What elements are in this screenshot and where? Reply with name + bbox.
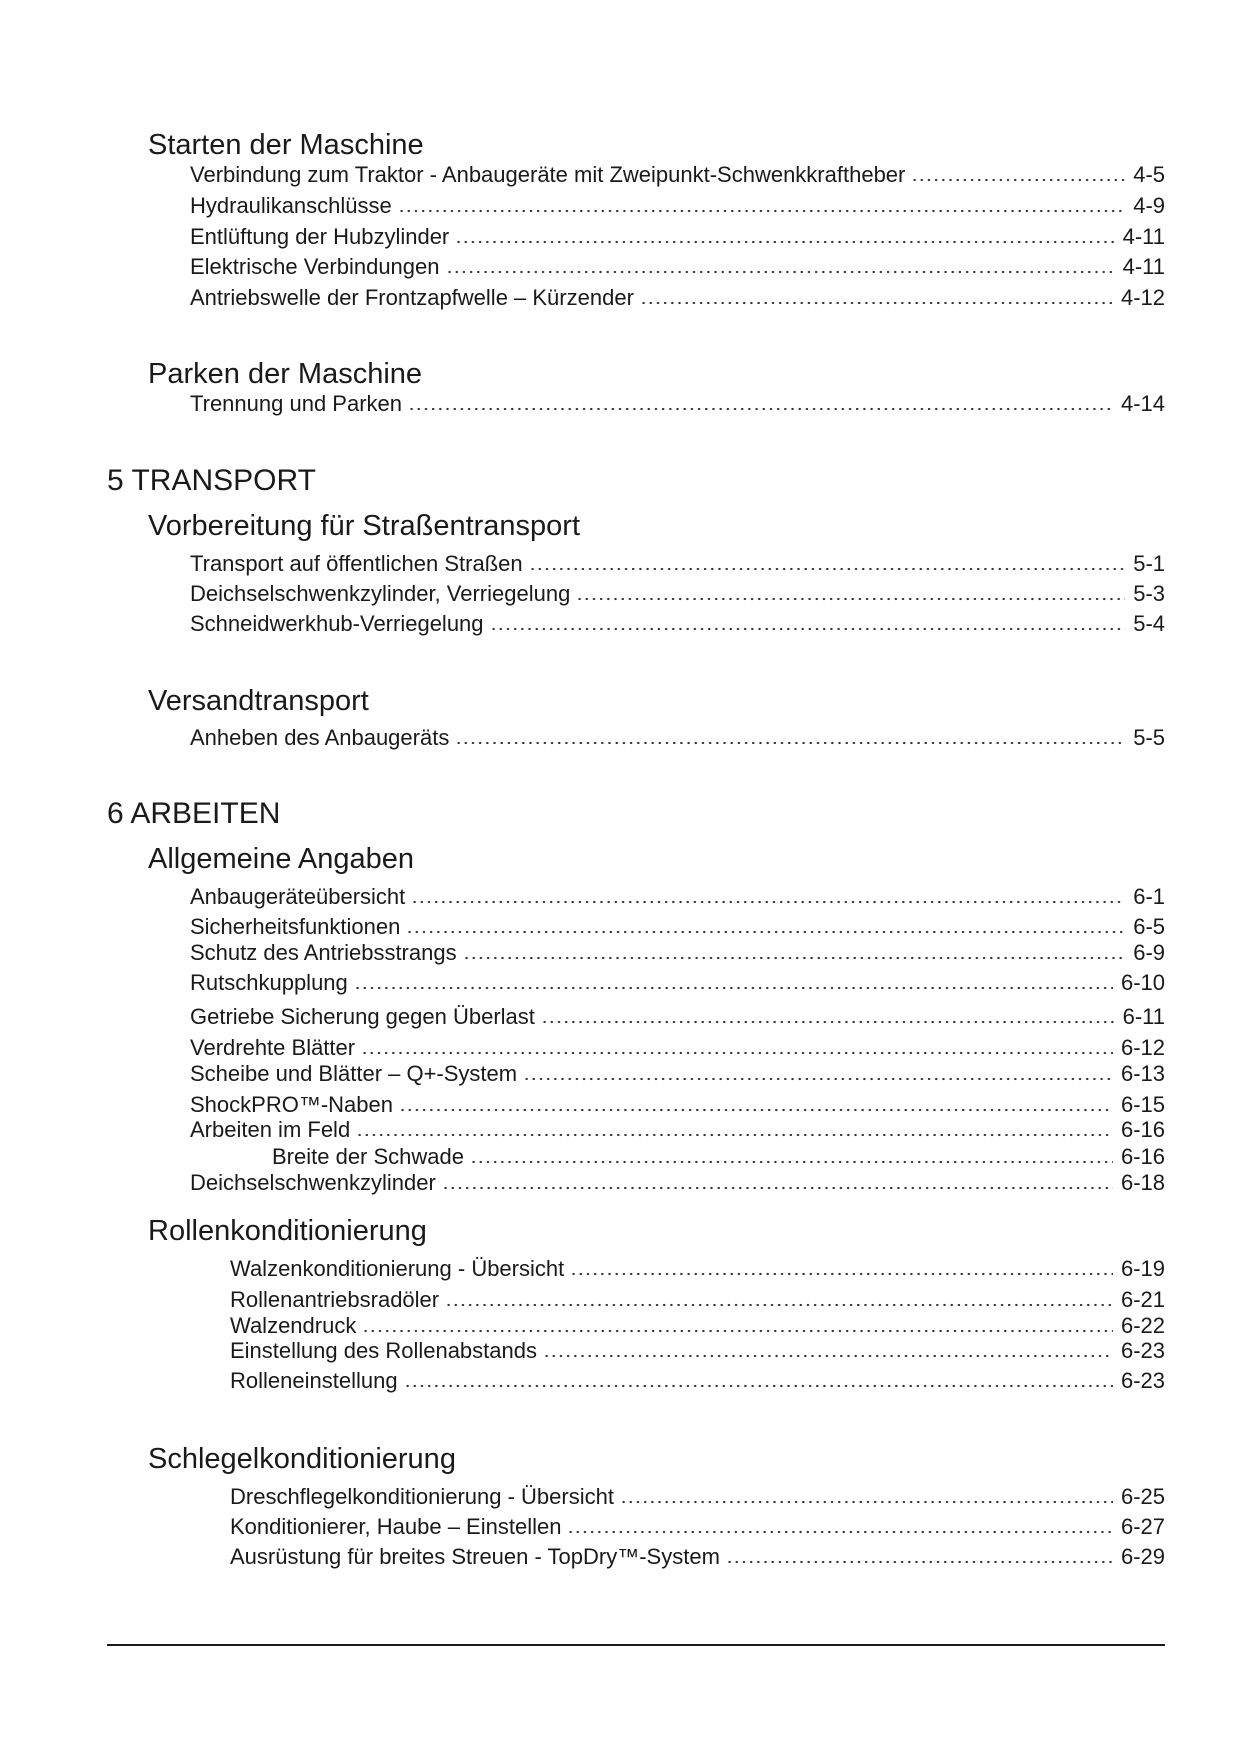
dot-leader [463,955,1126,961]
toc-entry-title: Trennung und Parken [190,391,402,416]
toc-entry[interactable] [190,162,1165,188]
toc-entry-title: ShockPRO™-Naben [190,1092,393,1117]
dot-leader [567,1529,1113,1535]
footer-rule [107,1644,1165,1646]
toc-entry-page: 6-23 [1120,1338,1165,1363]
toc-entry[interactable] [190,914,1165,940]
toc-entry[interactable] [190,224,1165,250]
dot-leader [398,208,1125,214]
toc-entry[interactable] [190,611,1165,637]
toc-entry-page: 4-14 [1120,391,1165,416]
toc-entry-title: Breite der Schwade [272,1144,464,1169]
toc-entry-page: 5-1 [1133,551,1165,576]
toc-entry-page: 6-10 [1120,970,1165,995]
toc-entry[interactable] [190,970,1165,996]
toc-entry-page: 6-5 [1133,914,1165,939]
dot-leader [362,1328,1113,1334]
toc-entry-title: Hydraulikanschlüsse [190,193,392,218]
toc-entry[interactable] [230,1484,1165,1510]
dot-leader [726,1559,1113,1565]
toc-entry-nested[interactable] [272,1144,1165,1170]
section-title-starten: Starten der Maschine [148,129,424,161]
toc-entry-page: 6-29 [1120,1544,1165,1569]
toc-entry-page: 4-5 [1133,162,1165,187]
toc-entry-page: 6-9 [1133,940,1165,965]
toc-entry-title: Walzenkonditionierung - Übersicht [230,1256,565,1281]
toc-entry[interactable] [190,1170,1165,1196]
toc-entry-page: 6-19 [1120,1256,1165,1281]
toc-entry[interactable] [230,1313,1165,1339]
dot-leader [446,269,1115,275]
toc-entry-page: 6-11 [1122,1004,1165,1029]
toc-entry-title: Elektrische Verbindungen [190,254,440,279]
toc-entry[interactable] [190,1092,1165,1118]
toc-entry-title: Deichselschwenkzylinder, Verriegelung [190,581,571,606]
toc-entry[interactable] [190,1004,1165,1030]
dot-leader [404,1383,1113,1389]
toc-entry[interactable] [230,1544,1165,1570]
toc-entry-title: Konditionierer, Haube – Einstellen [230,1514,562,1539]
dot-leader [455,740,1125,746]
toc-entry-page: 6-21 [1120,1287,1165,1312]
dot-leader [455,239,1114,245]
chapter-heading-6: 6 ARBEITEN [107,797,281,830]
section-title-versand: Versandtransport [148,685,369,717]
dot-leader [620,1499,1113,1505]
toc-entry-title: Transport auf öffentlichen Straßen [190,551,523,576]
toc-entry-title: Einstellung des Rollenabstands [230,1338,537,1363]
toc-entry[interactable] [190,193,1165,219]
toc-entry-title: Entlüftung der Hubzylinder [190,224,450,249]
toc-entry-page: 6-23 [1120,1368,1165,1393]
dot-leader [576,596,1125,602]
toc-entry[interactable] [190,551,1165,577]
dot-leader [354,985,1113,991]
section-title-parken: Parken der Maschine [148,358,423,390]
toc-entry-page: 6-15 [1120,1092,1165,1117]
toc-entry[interactable] [190,285,1165,311]
toc-entry-title: Schneidwerkhub-Verriegelung [190,611,484,636]
chapter-heading-5: 5 TRANSPORT [107,464,316,497]
toc-entry[interactable] [230,1514,1165,1540]
toc-entry-page: 6-18 [1120,1170,1165,1195]
toc-entry[interactable] [190,1117,1165,1143]
dot-leader [529,566,1126,572]
toc-entry[interactable] [190,391,1165,417]
toc-entry[interactable] [190,940,1165,966]
toc-entry-title: Dreschflegelkonditionierung - Übersicht [230,1484,614,1509]
toc-entry-title: Schutz des Antriebsstrangs [190,940,457,965]
toc-entry-title: Rutschkupplung [190,970,348,995]
toc-entry-title: Scheibe und Blätter – Q+-System [190,1061,518,1086]
toc-entry-title: Antriebswelle der Frontzapfwelle – Kürzender [190,285,634,310]
dot-leader [470,1159,1113,1165]
toc-entry-title: Arbeiten im Feld [190,1117,351,1142]
toc-entry[interactable] [190,581,1165,607]
dot-leader [541,1019,1115,1025]
toc-entry[interactable] [190,884,1165,910]
toc-entry-page: 6-1 [1133,884,1165,909]
toc-entry-page: 4-11 [1122,224,1165,249]
toc-entry[interactable] [190,725,1165,751]
toc-entry[interactable] [190,1035,1165,1061]
section-title-schlegel: Schlegelkonditionierung [148,1443,456,1475]
dot-leader [911,177,1125,183]
toc-entry-page: 5-4 [1133,611,1165,636]
toc-entry[interactable] [230,1256,1165,1282]
dot-leader [411,899,1125,905]
dot-leader [361,1050,1113,1056]
dot-leader [640,300,1113,306]
toc-entry-page: 6-13 [1120,1061,1165,1086]
toc-entry[interactable] [190,254,1165,280]
toc-entry[interactable] [230,1338,1165,1364]
toc-entry[interactable] [230,1287,1165,1313]
toc-entry-title: Sicherheitsfunktionen [190,914,401,939]
toc-entry-page: 6-16 [1120,1144,1165,1169]
toc-entry-title: Verbindung zum Traktor - Anbaugeräte mit Zweipunkt-Schwenkkraftheber [190,162,906,187]
dot-leader [523,1076,1113,1082]
toc-entry-page: 5-3 [1133,581,1165,606]
dot-leader [408,406,1113,412]
toc-entry-title: Deichselschwenkzylinder [190,1170,436,1195]
toc-entry-title: Ausrüstung für breites Streuen - TopDry™-System [230,1544,720,1569]
dot-leader [490,626,1126,632]
toc-entry-title: Rolleneinstellung [230,1368,398,1393]
dot-leader [570,1271,1113,1277]
dot-leader [399,1107,1113,1113]
toc-entry-title: Walzendruck [230,1313,357,1338]
section-title-rollen: Rollenkonditionierung [148,1215,427,1247]
toc-entry-page: 5-5 [1133,725,1165,750]
dot-leader [442,1185,1113,1191]
toc-entry-page: 6-25 [1120,1484,1165,1509]
toc-entry-title: Rollenantriebsradöler [230,1287,440,1312]
toc-entry-page: 6-12 [1120,1035,1165,1060]
dot-leader [543,1353,1113,1359]
toc-entry-page: 4-9 [1133,193,1165,218]
dot-leader [356,1132,1113,1138]
dot-leader [406,929,1125,935]
section-title-vorbereitung: Vorbereitung für Straßentransport [148,510,581,542]
section-title-allgemein: Allgemeine Angaben [148,843,415,875]
toc-entry[interactable] [230,1368,1165,1394]
toc-entry-title: Anbaugeräteübersicht [190,884,406,909]
toc-entry-page: 4-11 [1122,254,1165,279]
toc-entry-title: Anheben des Anbaugeräts [190,725,450,750]
toc-entry-page: 6-16 [1120,1117,1165,1142]
toc-entry-page: 6-27 [1120,1514,1165,1539]
toc-entry-page: 6-22 [1120,1313,1165,1338]
dot-leader [445,1302,1113,1308]
toc-entry-title: Getriebe Sicherung gegen Überlast [190,1004,535,1029]
toc-entry-page: 4-12 [1120,285,1165,310]
toc-entry[interactable] [190,1061,1165,1087]
toc-entry-title: Verdrehte Blätter [190,1035,356,1060]
